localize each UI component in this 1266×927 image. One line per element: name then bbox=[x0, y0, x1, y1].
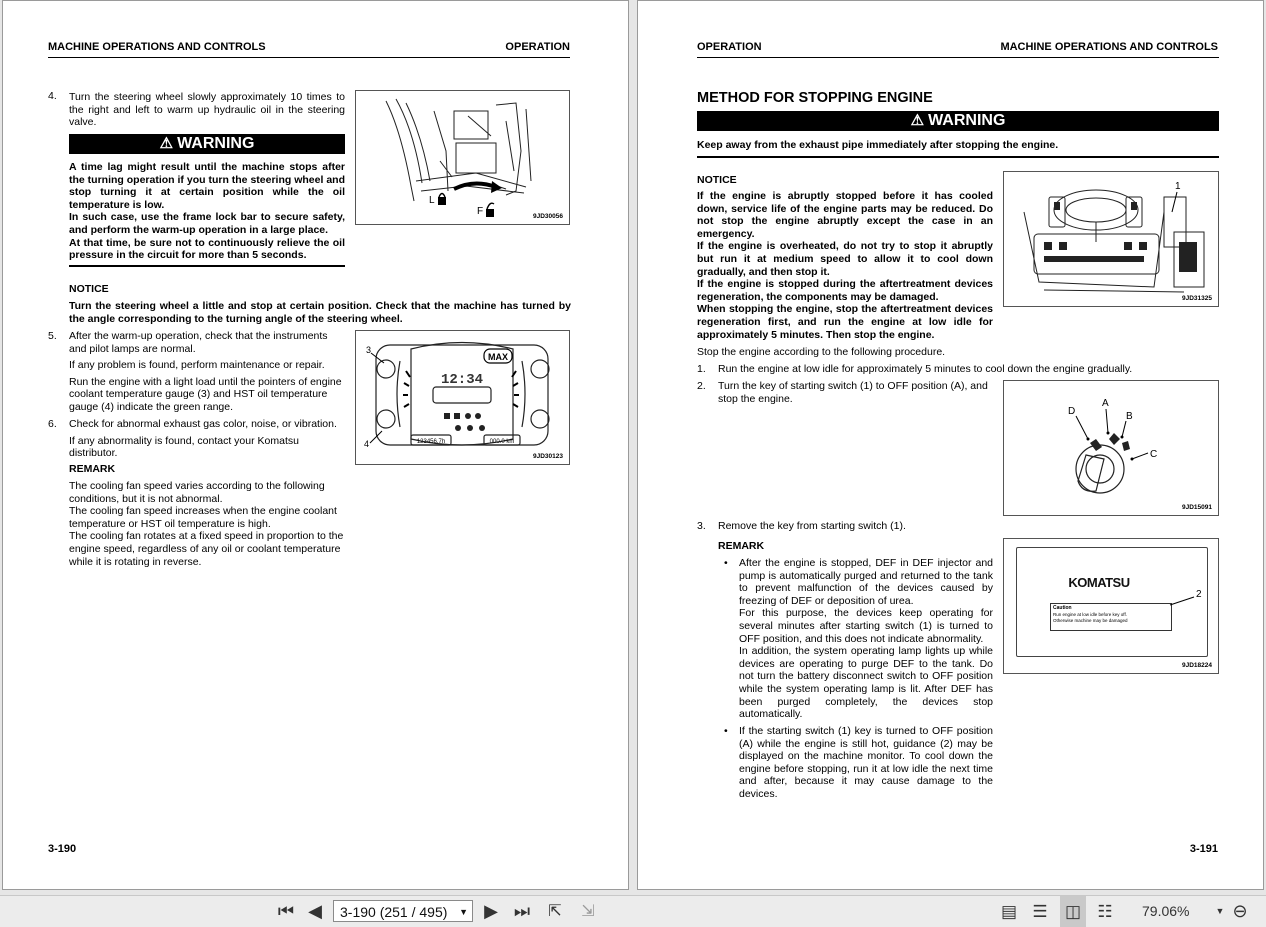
remark-text bbox=[69, 480, 345, 568]
single-page-view-icon[interactable]: ▤ bbox=[1000, 902, 1018, 921]
zoom-level[interactable]: 79.06% bbox=[1142, 903, 1190, 919]
warning-end-rule bbox=[69, 265, 345, 267]
notice-text bbox=[697, 190, 993, 341]
unlock-icon bbox=[486, 209, 494, 217]
step2-text: Turn the key of starting switch (1) to OFF position (A), and stop the engine. bbox=[718, 380, 988, 405]
fig4-label-b: B bbox=[1126, 411, 1133, 422]
dashboard-illustration bbox=[1003, 171, 1219, 307]
fig2-label-3: 3 bbox=[366, 345, 372, 355]
zoom-out-icon[interactable]: ⊖ bbox=[1232, 901, 1248, 921]
steering-illustration bbox=[355, 90, 570, 225]
warning-triangle-icon: ⚠ bbox=[910, 112, 925, 129]
fig2-hours: 123456.7h bbox=[416, 439, 446, 445]
item5-paragraph: After the warm-up operation, check that the instruments and pilot lamps are normal. bbox=[69, 330, 328, 355]
fig5-label-2: 2 bbox=[1196, 589, 1202, 600]
notice-paragraph: If the engine is overheated, do not try to stop it abruptly but run it at medium speed to allow it to cool down gradually, and then stop it. bbox=[697, 240, 993, 278]
bullet-icon: • bbox=[724, 557, 728, 569]
fig4-label-d: D bbox=[1068, 406, 1076, 417]
step-number: 1. bbox=[697, 363, 706, 375]
figure-code: 9JD30123 bbox=[533, 453, 563, 460]
notice-paragraph: If the engine is abruptly stopped before it has cooled down, service life of the engine parts may be reduced. Do not stop the engine abruptly except the case in an emergency. bbox=[697, 190, 993, 240]
notice-paragraph: When stopping the engine, stop the aftertreatment devices regeneration first, and run the engine at low idle for approximately 5 minutes. Then stop the engine. bbox=[697, 303, 993, 341]
item6-paragraph: Check for abnormal exhaust gas color, noise, or vibration. bbox=[69, 418, 337, 430]
procedure-intro: Stop the engine according to the following procedure. bbox=[697, 346, 946, 358]
step3-text: Remove the key from starting switch (1). bbox=[718, 520, 906, 532]
page-number: 3-190 bbox=[48, 843, 77, 855]
fig2-odo: 000.0 km bbox=[489, 439, 515, 445]
running-header-right: MACHINE OPERATIONS AND CONTROLS bbox=[1000, 41, 1218, 53]
notice-paragraph: If the engine is stopped during the aftertreatment devices regeneration, the components may be damaged. bbox=[697, 278, 993, 303]
next-view-icon[interactable]: ⇲ bbox=[581, 903, 595, 920]
warning-triangle-icon: ⚠ bbox=[159, 135, 174, 152]
remark-paragraph: The cooling fan speed increases when the engine coolant temperature or HST oil temperature is high. bbox=[69, 505, 337, 530]
header-rule bbox=[697, 57, 1219, 58]
chevron-down-icon[interactable]: ▼ bbox=[459, 907, 468, 917]
item-number: 4. bbox=[48, 90, 57, 102]
bullet-icon: • bbox=[724, 725, 728, 737]
viewer-toolbar bbox=[0, 895, 1266, 927]
remark-title: REMARK bbox=[718, 540, 765, 552]
figure-code: 9JD30056 bbox=[533, 213, 563, 220]
figure-code: 9JD31325 bbox=[1182, 295, 1212, 302]
item6-paragraph: If any abnormality is found, contact your Komatsu distributor. bbox=[69, 434, 299, 460]
key-switch-drawing bbox=[1004, 381, 1218, 515]
bullet-paragraph: After the engine is stopped, DEF in DEF injector and pump is automatically purged and returned to the tank to prevent malfunction of the devices caused by freezing of DEF or deposition of urea. bbox=[739, 557, 993, 607]
bullet-paragraph: In addition, the system operating lamp lights up while devices are operating to purge DEF to the tank. Do not turn the battery disconnect switch to OFF position while the system operating lamp is lit. After DEF has been purged completely, the devices stop automatically. bbox=[739, 645, 993, 721]
step-number: 3. bbox=[697, 520, 706, 532]
warning-paragraph: At that time, be sure not to continuously relieve the oil pressure in the circuit for more than 5 seconds. bbox=[69, 236, 345, 262]
warning-label: WARNING bbox=[928, 112, 1006, 129]
warning-banner bbox=[69, 134, 345, 154]
dashboard-drawing bbox=[1004, 172, 1218, 306]
item-number: 5. bbox=[48, 330, 57, 342]
fig4-label-c: C bbox=[1150, 449, 1158, 460]
notice-title: NOTICE bbox=[697, 174, 737, 186]
page-number-field[interactable] bbox=[333, 900, 473, 922]
fig1-label-f: F bbox=[477, 206, 484, 217]
monitor-drawing bbox=[356, 331, 569, 464]
notice-text: Turn the steering wheel a little and stop at certain position. Check that the machine has turned by the angle corresponding to the turning angle of the steering wheel. bbox=[69, 300, 571, 325]
bullet-paragraph: For this purpose, the devices keep operating for several minutes after starting switch (1) is turned to OFF position, and this does not indicate abnormality. bbox=[739, 607, 993, 645]
warning-banner bbox=[697, 111, 1219, 131]
zoom-dropdown-icon[interactable]: ▼ bbox=[1215, 906, 1225, 916]
warning-text bbox=[69, 161, 345, 262]
key-switch-illustration bbox=[1003, 380, 1219, 516]
guidance-leader bbox=[1004, 539, 1218, 673]
lock-icon bbox=[438, 197, 446, 205]
fig3-label-1: 1 bbox=[1175, 181, 1181, 192]
remark-paragraph: The cooling fan rotates at a fixed speed in proportion to the engine speed, regardless of any oil or coolant temperature while it is rotating in reverse. bbox=[69, 530, 344, 568]
remark-paragraph: The cooling fan speed varies according to the following conditions, but it is not abnormal. bbox=[69, 480, 325, 505]
step-number: 2. bbox=[697, 380, 706, 392]
first-page-button[interactable]: ⏮ bbox=[277, 901, 295, 921]
warning-text: Keep away from the exhaust pipe immediately after stopping the engine. bbox=[697, 139, 1059, 151]
fig1-label-l: L bbox=[429, 195, 435, 206]
header-rule bbox=[48, 57, 570, 58]
two-page-continuous-icon[interactable]: ☷ bbox=[1097, 902, 1113, 921]
fig2-label-4: 4 bbox=[364, 439, 370, 449]
previous-page-button[interactable]: ◀ bbox=[308, 901, 322, 921]
right-page bbox=[637, 0, 1264, 890]
warning-label: WARNING bbox=[177, 135, 255, 152]
previous-view-icon[interactable]: ⇱ bbox=[548, 903, 562, 920]
running-header-right: OPERATION bbox=[505, 41, 570, 53]
item5-paragraph: Run the engine with a light load until the pointers of engine coolant temperature gauge (3) and HST oil temperature gauge (4) indicate the green range. bbox=[69, 375, 342, 413]
next-page-button[interactable]: ▶ bbox=[484, 901, 498, 921]
warning-paragraph: In such case, use the frame lock bar to secure safety, and perform the warm-up operation in a large place. bbox=[69, 211, 345, 236]
page-field-value: 3-190 (251 / 495) bbox=[340, 904, 448, 920]
two-page-view-icon[interactable]: ◫ bbox=[1060, 896, 1086, 927]
fig2-max: MAX bbox=[488, 352, 508, 362]
remark-bullet-2: If the starting switch (1) key is turned to OFF position (A) while the engine is still hot, guidance (2) may be displayed on the machine monitor. To cool down the engine before stopping, run it at low idle the next time and after, because it may cause damage to the devices. bbox=[739, 725, 993, 800]
section-title: METHOD FOR STOPPING ENGINE bbox=[697, 90, 933, 106]
remark-bullet-1 bbox=[739, 557, 993, 721]
item4-text: Turn the steering wheel slowly approximately 10 times to the right and left to warm up hydraulic oil in the steering valve. bbox=[69, 91, 345, 129]
item-number: 6. bbox=[48, 418, 57, 430]
running-header-left: MACHINE OPERATIONS AND CONTROLS bbox=[48, 41, 266, 53]
continuous-view-icon[interactable]: ☰ bbox=[1032, 902, 1048, 921]
monitor-illustration bbox=[355, 330, 570, 465]
figure-code: 9JD18224 bbox=[1182, 662, 1212, 669]
steering-drawing bbox=[356, 91, 569, 224]
warning-paragraph: A time lag might result until the machine stops after the turning operation if you turn the steering wheel and stop turning it at certain position while the oil temperature is low. bbox=[69, 161, 345, 211]
caution-title: Caution bbox=[1053, 605, 1072, 611]
step1-text: Run the engine at low idle for approximately 5 minutes to cool down the engine gradually. bbox=[718, 363, 1133, 375]
fig2-clock: 12:34 bbox=[440, 372, 484, 388]
left-page bbox=[2, 0, 629, 890]
guidance-illustration bbox=[1003, 538, 1219, 674]
figure-code: 9JD15091 bbox=[1182, 504, 1212, 511]
notice-title: NOTICE bbox=[69, 283, 109, 295]
caution-line: Otherwise machine may be damaged bbox=[1053, 617, 1128, 623]
item5-paragraph: If any problem is found, perform maintenance or repair. bbox=[69, 359, 325, 372]
fig4-label-a: A bbox=[1102, 398, 1109, 409]
warning-end-rule bbox=[697, 156, 1219, 158]
last-page-button[interactable]: ⏭ bbox=[513, 901, 531, 921]
komatsu-logo: KOMATSU bbox=[1068, 575, 1130, 590]
item6-text bbox=[69, 418, 345, 460]
item5-text bbox=[69, 330, 345, 414]
page-number: 3-191 bbox=[1189, 843, 1218, 855]
remark-title: REMARK bbox=[69, 463, 116, 475]
running-header-left: OPERATION bbox=[697, 41, 762, 53]
caution-line: Run engine at low idle before key off. bbox=[1053, 612, 1127, 617]
